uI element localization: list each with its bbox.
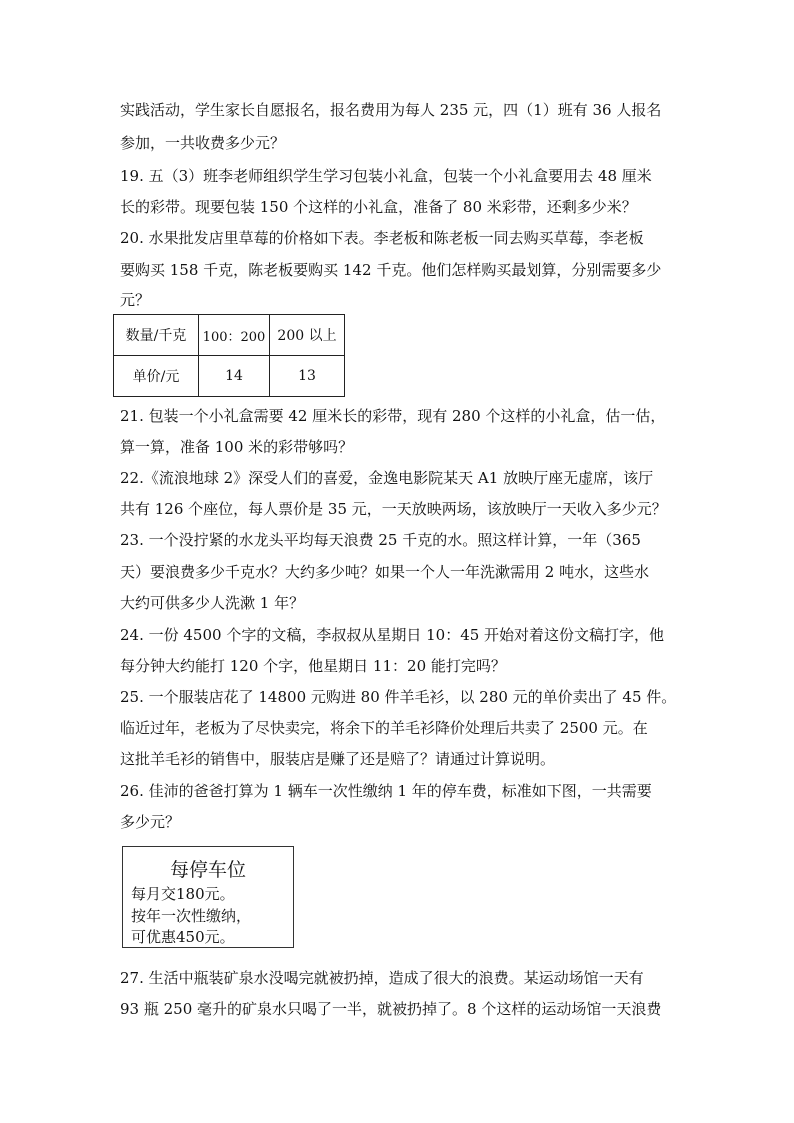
text-line: 临近过年，老板为了尽快卖完，将余下的羊毛衫降价处理后共卖了 2500 元。在	[120, 719, 648, 737]
table-row	[114, 315, 345, 356]
table-cell: 数量/千克	[114, 315, 199, 356]
text-line: 大约可供多少人洗漱 1 年？	[120, 594, 305, 612]
parking-fee-notice	[122, 846, 294, 948]
table-cell: 14	[199, 356, 270, 397]
text-line: 长的彩带。现要包装 150 个这样的小礼盒，准备了 80 米彩带，还剩多少米？	[120, 198, 637, 216]
text-line: 共有 126 个座位，每人票价是 35 元，一天放映两场，该放映厅一天收入多少元？	[120, 500, 667, 518]
table-cell: 单价/元	[114, 356, 199, 397]
text-line: 元？	[120, 291, 151, 309]
question-22-line: 22.《流浪地球 2》深受人们的喜爱，金逸电影院某天 A1 放映厅座无虚席，该厅	[120, 469, 654, 487]
table-cell: 100：200	[199, 315, 270, 356]
notice-line: 可优惠450元。	[131, 928, 235, 946]
table-row	[114, 356, 345, 397]
text-line: 这批羊毛衫的销售中，服装店是赚了还是赔了？请通过计算说明。	[120, 750, 556, 768]
question-19-line: 19. 五（3）班李老师组织学生学习包装小礼盒，包装一个小礼盒要用去 48 厘米	[120, 167, 652, 185]
table-cell: 13	[270, 356, 345, 397]
question-21-line: 21. 包装一个小礼盒需要 42 厘米长的彩带，现有 280 个这样的小礼盒，估一估，	[120, 407, 666, 425]
notice-line: 按年一次性缴纳，	[131, 907, 252, 925]
text-line: 参加，一共收费多少元？	[120, 134, 286, 152]
notice-line: 每月交180元。	[131, 885, 235, 903]
text-line: 实践活动，学生家长自愿报名，报名费用为每人 235 元，四（1）班有 36 人报名	[120, 101, 662, 119]
text-line: 天）要浪费多少千克水？大约多少吨？如果一个人一年洗漱需用 2 吨水，这些水	[120, 563, 650, 581]
text-line: 多少元？	[120, 813, 181, 831]
question-20-line: 20. 水果批发店里草莓的价格如下表。李老板和陈老板一同去购买草莓，李老板	[120, 229, 644, 247]
table-cell: 200 以上	[270, 315, 345, 356]
price-table	[113, 314, 345, 397]
text-line: 要购买 158 千克，陈老板要购买 142 千克。他们怎样购买最划算，分别需要多少	[120, 261, 662, 279]
question-26-line: 26. 佳沛的爸爸打算为 1 辆车一次性缴纳 1 年的停车费，标准如下图，一共需要	[120, 782, 652, 800]
question-25-line: 25. 一个服装店花了 14800 元购进 80 件羊毛衫，以 280 元的单价卖出了 45 件。	[120, 688, 677, 706]
question-27-line: 27. 生活中瓶装矿泉水没喝完就被扔掉，造成了很大的浪费。某运动场馆一天有	[120, 969, 644, 987]
text-line: 每分钟大约能打 120 个字，他星期日 11：20 能打完吗？	[120, 657, 506, 675]
question-23-line: 23. 一个没拧紧的水龙头平均每天浪费 25 千克的水。照这样计算，一年（365	[120, 531, 641, 549]
question-24-line: 24. 一份 4500 个字的文稿，李叔叔从星期日 10：45 开始对着这份文稿打字，他	[120, 626, 665, 644]
notice-title: 每停车位	[169, 859, 246, 881]
text-line: 算一算，准备 100 米的彩带够吗？	[120, 438, 354, 456]
text-line: 93 瓶 250 毫升的矿泉水只喝了一半，就被扔掉了。8 个这样的运动场馆一天浪费	[120, 1000, 662, 1018]
